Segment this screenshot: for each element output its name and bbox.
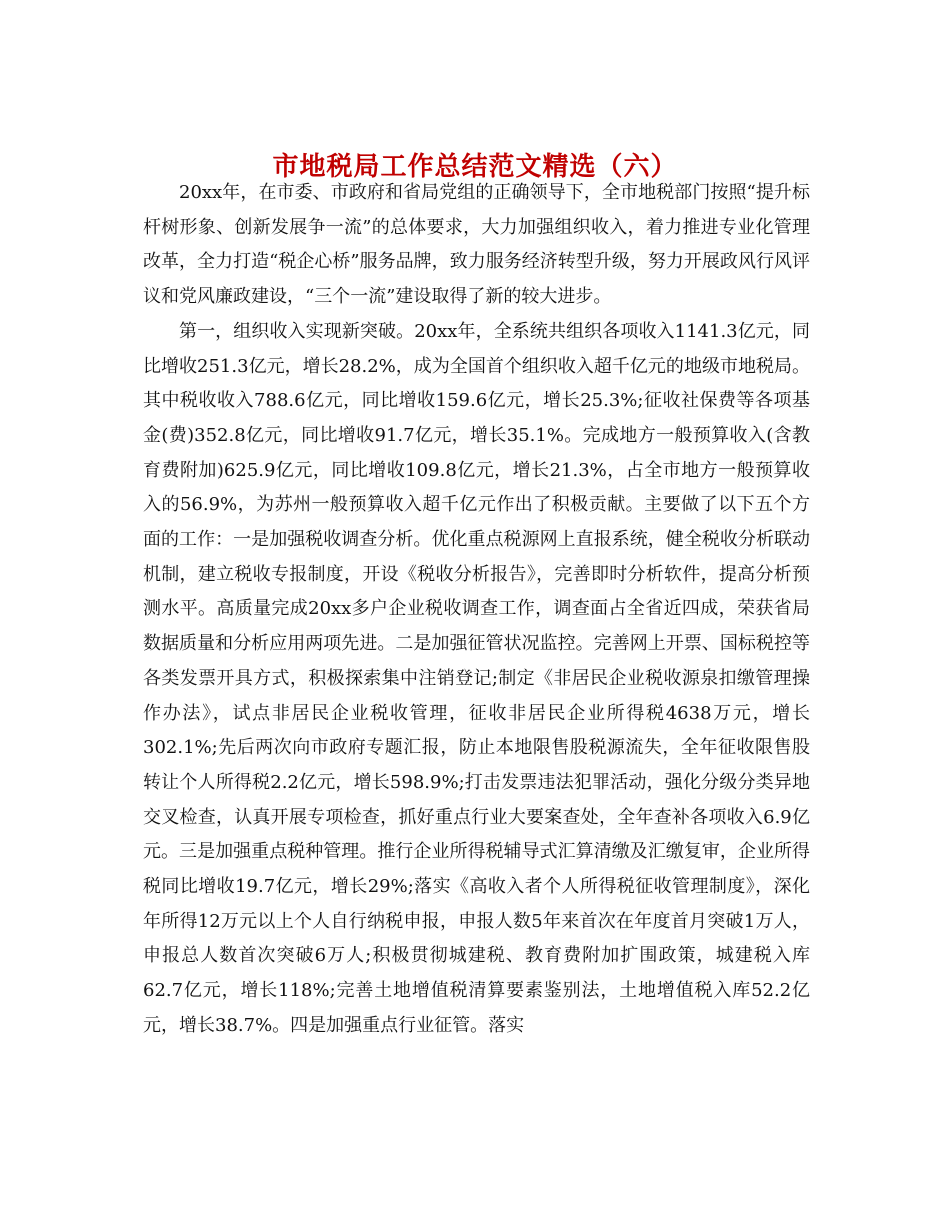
- paragraph-intro: 20xx年，在市委、市政府和省局党组的正确领导下，全市地税部门按照“提升标杆树形象、创新发展争一流”的总体要求，大力加强组织收入，着力推进专业化管理改革，全力打造“税企心桥”服务品牌，致力服务经济转型升级，努力开展政风行风评议和党风廉政建设，“三个一流”建设取得了新的较大进步。: [143, 182, 810, 308]
- document-title: 市地税局工作总结范文精选（六）: [272, 152, 678, 183]
- paragraph-revenue: 第一，组织收入实现新突破。20xx年，全系统共组织各项收入1141.3亿元，同比增收251.3亿元，增长28.2%，成为全国首个组织收入超千亿元的地级市地税局。其中税收收入788.6亿元，同比增收159.6亿元，增长25.3%;征收社保费等各项基金(费)352.8亿元，同比增收91.7亿元，增长35.1%。完成地方一般预算收入(含教育费附加)625.9亿元，同比增收109.8亿元，增长21.3%，占全市地方一般预算收入的56.9%，为苏州一般预算收入超千亿元作出了积极贡献。主要做了以下五个方面的工作：一是加强税收调查分析。优化重点税源网上直报系统，健全税收分析联动机制，建立税收专报制度，开设《税收分析报告》，完善即时分析软件，提高分析预测水平。高质量完成20xx多户企业税收调查工作，调查面占全省近四成，荣获省局数据质量和分析应用两项先进。二是加强征管状况监控。完善网上开票、国标税控等各类发票开具方式，积极探索集中注销登记;制定《非居民企业税收源泉扣缴管理操作办法》，试点非居民企业税收管理，征收非居民企业所得税4638万元，增长302.1%;先后两次向市政府专题汇报，防止本地限售股税源流失，全年征收限售股转让个人所得税2.2亿元，增长598.9%;打击发票违法犯罪活动，强化分级分类异地交叉检查，认真开展专项检查，抓好重点行业大要案查处，全年查补各项收入6.9亿元。三是加强重点税种管理。推行企业所得税辅导式汇算清缴及汇缴复审，企业所得税同比增收19.7亿元，增长29%;落实《高收入者个人所得税征收管理制度》，深化年所得12万元以上个人自行纳税申报，申报人数5年来首次在年度首月突破1万人，申报总人数首次突破6万人;积极贯彻城建税、教育费附加扩围政策，城建税入库62.7亿元，增长118%;完善土地增值税清算要素鉴别法，土地增值税入库52.2亿元，增长38.7%。四是加强重点行业征管。落实: [143, 320, 810, 1036]
- document-body: [143, 176, 810, 1044]
